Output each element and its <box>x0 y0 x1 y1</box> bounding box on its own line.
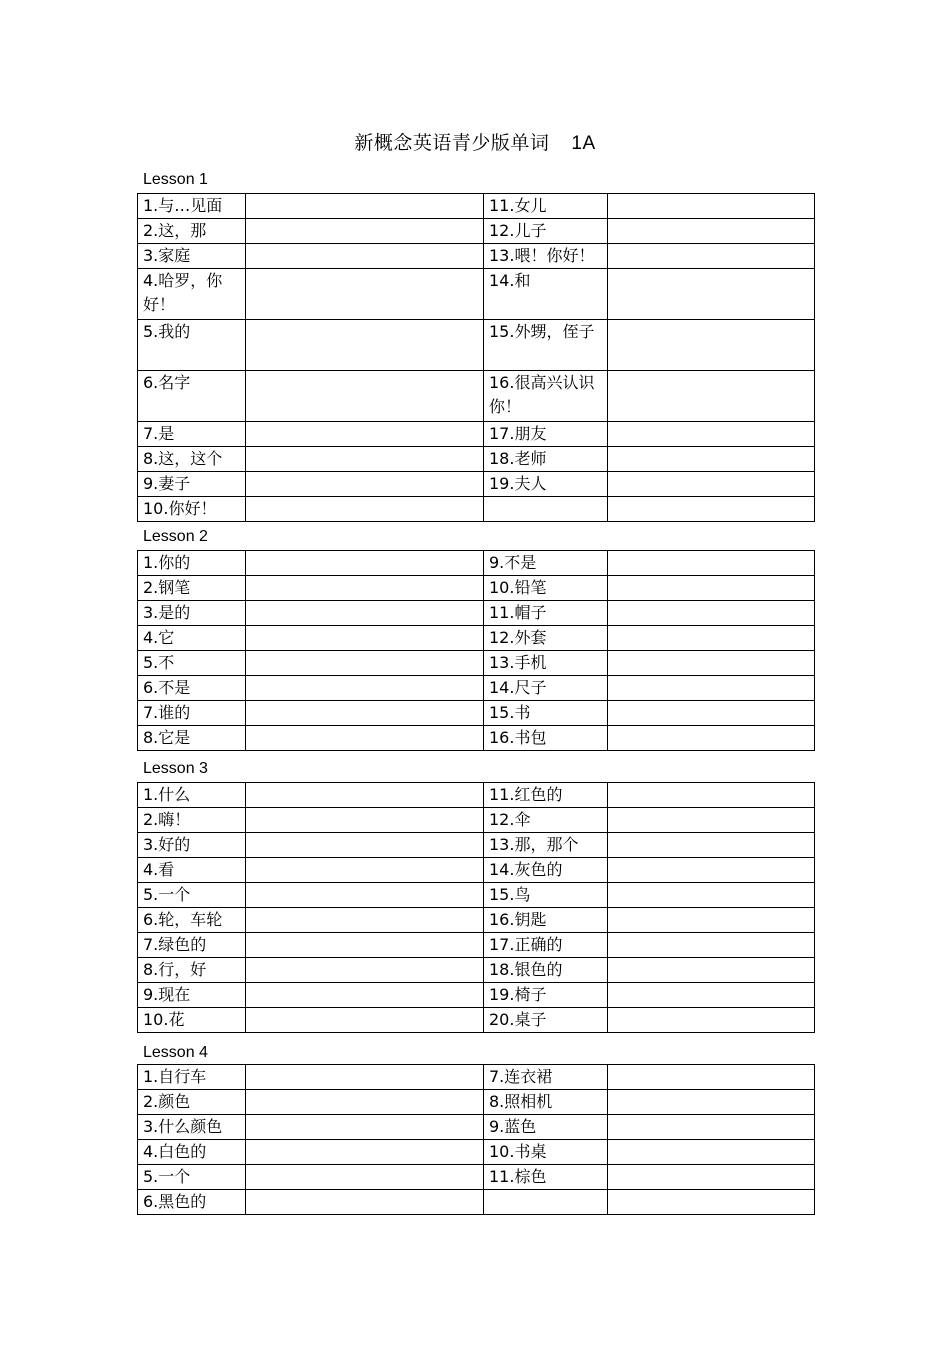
answer-cell[interactable] <box>246 1165 484 1190</box>
word-cue: 10.花 <box>138 1008 246 1033</box>
answer-cell[interactable] <box>608 1008 815 1033</box>
answer-cell[interactable] <box>246 626 484 651</box>
word-cue: 13.喂！你好！ <box>484 244 608 269</box>
word-cue: 16.书包 <box>484 726 608 751</box>
table-row <box>138 244 815 269</box>
word-cue: 4.它 <box>138 626 246 651</box>
answer-cell[interactable] <box>608 983 815 1008</box>
table-row <box>138 219 815 244</box>
word-cue: 17.朋友 <box>484 422 608 447</box>
lesson-1-label: Lesson 1 <box>143 171 208 188</box>
word-cue: 4.看 <box>138 858 246 883</box>
word-cue: 18.老师 <box>484 447 608 472</box>
answer-cell[interactable] <box>246 1190 484 1215</box>
answer-cell[interactable] <box>246 808 484 833</box>
answer-cell[interactable] <box>608 833 815 858</box>
title-text: 新概念英语青少版单词 <box>354 132 550 154</box>
answer-cell[interactable] <box>608 676 815 701</box>
table-row <box>138 269 815 320</box>
word-cue: 3.什么颜色 <box>138 1115 246 1140</box>
word-cue: 4.白色的 <box>138 1140 246 1165</box>
answer-cell[interactable] <box>608 194 815 219</box>
answer-cell[interactable] <box>246 1008 484 1033</box>
word-cue: 10.书桌 <box>484 1140 608 1165</box>
word-cue: 14.和 <box>484 269 608 320</box>
table-row <box>138 858 815 883</box>
lesson-1-table <box>137 193 815 522</box>
word-cue: 4.哈罗，你好！ <box>138 269 246 320</box>
word-cue: 6.轮，车轮 <box>138 908 246 933</box>
table-row <box>138 933 815 958</box>
answer-cell[interactable] <box>608 808 815 833</box>
table-row <box>138 983 815 1008</box>
answer-cell[interactable] <box>608 883 815 908</box>
answer-cell[interactable] <box>246 933 484 958</box>
answer-cell[interactable] <box>608 551 815 576</box>
answer-cell[interactable] <box>246 219 484 244</box>
table-row <box>138 676 815 701</box>
answer-cell[interactable] <box>246 701 484 726</box>
table-row <box>138 497 815 522</box>
answer-cell[interactable] <box>608 219 815 244</box>
word-cue: 7.谁的 <box>138 701 246 726</box>
answer-cell[interactable] <box>246 833 484 858</box>
answer-cell[interactable] <box>608 422 815 447</box>
word-cue: 11.帽子 <box>484 601 608 626</box>
word-cue: 16.很高兴认识你！ <box>484 371 608 422</box>
word-cue: 12.儿子 <box>484 219 608 244</box>
lesson-2-table <box>137 550 815 751</box>
answer-cell[interactable] <box>246 908 484 933</box>
table-row <box>138 833 815 858</box>
word-cue: 8.这，这个 <box>138 447 246 472</box>
word-cue: 9.不是 <box>484 551 608 576</box>
answer-cell[interactable] <box>608 269 815 320</box>
answer-cell[interactable] <box>608 783 815 808</box>
word-cue: 6.黑色的 <box>138 1190 246 1215</box>
word-cue: 8.它是 <box>138 726 246 751</box>
answer-cell[interactable] <box>246 783 484 808</box>
answer-cell[interactable] <box>246 958 484 983</box>
table-row <box>138 1165 815 1190</box>
word-cue: 7.绿色的 <box>138 933 246 958</box>
word-cue: 10.铅笔 <box>484 576 608 601</box>
answer-cell[interactable] <box>246 983 484 1008</box>
answer-cell[interactable] <box>608 933 815 958</box>
answer-cell[interactable] <box>608 858 815 883</box>
answer-cell[interactable] <box>246 601 484 626</box>
answer-cell[interactable] <box>246 1090 484 1115</box>
word-cue: 8.行，好 <box>138 958 246 983</box>
word-cue: 3.好的 <box>138 833 246 858</box>
answer-cell[interactable] <box>608 576 815 601</box>
word-cue: 14.尺子 <box>484 676 608 701</box>
table-row <box>138 320 815 371</box>
table-row <box>138 808 815 833</box>
table-row <box>138 1115 815 1140</box>
lesson-3-table <box>137 782 815 1033</box>
table-row <box>138 958 815 983</box>
word-cue: 2.嗨！ <box>138 808 246 833</box>
answer-cell[interactable] <box>608 958 815 983</box>
word-cue: 13.手机 <box>484 651 608 676</box>
answer-cell[interactable] <box>246 244 484 269</box>
lesson-2-label: Lesson 2 <box>143 528 208 545</box>
table-row <box>138 726 815 751</box>
answer-cell[interactable] <box>608 601 815 626</box>
answer-cell[interactable] <box>608 1140 815 1165</box>
table-row <box>138 472 815 497</box>
table-row <box>138 1065 815 1090</box>
word-cue: 10.你好！ <box>138 497 246 522</box>
answer-cell[interactable] <box>246 551 484 576</box>
word-cue: 15.书 <box>484 701 608 726</box>
word-cue: 15.外甥，侄子 <box>484 320 608 371</box>
table-row <box>138 194 815 219</box>
answer-cell[interactable] <box>608 371 815 422</box>
table-row <box>138 626 815 651</box>
answer-cell[interactable] <box>608 320 815 371</box>
title-code: 1A <box>571 133 596 154</box>
word-cue: 13.那，那个 <box>484 833 608 858</box>
word-cue: 12.外套 <box>484 626 608 651</box>
word-cue: 2.颜色 <box>138 1090 246 1115</box>
table-row <box>138 447 815 472</box>
answer-cell[interactable] <box>608 651 815 676</box>
word-cue: 14.灰色的 <box>484 858 608 883</box>
word-cue: 3.家庭 <box>138 244 246 269</box>
word-cue: 15.鸟 <box>484 883 608 908</box>
table-row <box>138 1008 815 1033</box>
word-cue: 2.这，那 <box>138 219 246 244</box>
word-cue: 3.是的 <box>138 601 246 626</box>
answer-cell[interactable] <box>246 269 484 320</box>
word-cue: 16.钥匙 <box>484 908 608 933</box>
answer-cell[interactable] <box>608 244 815 269</box>
answer-cell[interactable] <box>608 626 815 651</box>
table-row <box>138 651 815 676</box>
answer-cell[interactable] <box>608 1115 815 1140</box>
table-row <box>138 1090 815 1115</box>
answer-cell[interactable] <box>246 576 484 601</box>
word-cue: 7.连衣裙 <box>484 1065 608 1090</box>
answer-cell[interactable] <box>608 472 815 497</box>
word-cue: 18.银色的 <box>484 958 608 983</box>
word-cue: 19.椅子 <box>484 983 608 1008</box>
word-cue: 11.红色的 <box>484 783 608 808</box>
word-cue: 9.现在 <box>138 983 246 1008</box>
word-cue: 20.桌子 <box>484 1008 608 1033</box>
word-cue: 9.妻子 <box>138 472 246 497</box>
word-cue: 2.钢笔 <box>138 576 246 601</box>
word-cue: 6.不是 <box>138 676 246 701</box>
word-cue: 5.不 <box>138 651 246 676</box>
answer-cell[interactable] <box>608 1090 815 1115</box>
answer-cell[interactable] <box>608 1065 815 1090</box>
word-cue: 5.一个 <box>138 1165 246 1190</box>
answer-cell[interactable] <box>246 1115 484 1140</box>
answer-cell[interactable] <box>608 497 815 522</box>
table-row <box>138 1140 815 1165</box>
answer-cell[interactable] <box>246 1065 484 1090</box>
table-row <box>138 576 815 601</box>
answer-cell[interactable] <box>246 858 484 883</box>
answer-cell[interactable] <box>246 320 484 371</box>
table-row <box>138 883 815 908</box>
word-cue: 8.照相机 <box>484 1090 608 1115</box>
word-cue: 11.棕色 <box>484 1165 608 1190</box>
answer-cell[interactable] <box>608 447 815 472</box>
answer-cell[interactable] <box>246 371 484 422</box>
answer-cell[interactable] <box>608 726 815 751</box>
answer-cell[interactable] <box>246 1140 484 1165</box>
answer-cell[interactable] <box>246 651 484 676</box>
answer-cell[interactable] <box>608 908 815 933</box>
word-cue: 1.与…见面 <box>138 194 246 219</box>
word-cue <box>484 497 608 522</box>
answer-cell[interactable] <box>246 676 484 701</box>
word-cue: 1.你的 <box>138 551 246 576</box>
word-cue: 17.正确的 <box>484 933 608 958</box>
answer-cell[interactable] <box>246 472 484 497</box>
page-title <box>0 128 950 155</box>
word-cue: 1.自行车 <box>138 1065 246 1090</box>
lesson-4-label: Lesson 4 <box>143 1044 208 1061</box>
word-cue <box>484 1190 608 1215</box>
table-row <box>138 1190 815 1215</box>
answer-cell[interactable] <box>246 422 484 447</box>
table-row <box>138 908 815 933</box>
word-cue: 12.伞 <box>484 808 608 833</box>
table-row <box>138 371 815 422</box>
word-cue: 6.名字 <box>138 371 246 422</box>
word-cue: 11.女儿 <box>484 194 608 219</box>
answer-cell[interactable] <box>608 1165 815 1190</box>
table-row <box>138 601 815 626</box>
answer-cell[interactable] <box>608 701 815 726</box>
answer-cell[interactable] <box>246 194 484 219</box>
answer-cell[interactable] <box>246 497 484 522</box>
word-cue: 1.什么 <box>138 783 246 808</box>
answer-cell[interactable] <box>246 447 484 472</box>
word-cue: 9.蓝色 <box>484 1115 608 1140</box>
table-row <box>138 551 815 576</box>
lesson-4-table <box>137 1064 815 1215</box>
word-cue: 7.是 <box>138 422 246 447</box>
table-row <box>138 422 815 447</box>
answer-cell[interactable] <box>246 883 484 908</box>
word-cue: 5.一个 <box>138 883 246 908</box>
answer-cell[interactable] <box>246 726 484 751</box>
word-cue: 5.我的 <box>138 320 246 371</box>
lesson-3-label: Lesson 3 <box>143 760 208 777</box>
table-row <box>138 783 815 808</box>
table-row <box>138 701 815 726</box>
answer-cell[interactable] <box>608 1190 815 1215</box>
word-cue: 19.夫人 <box>484 472 608 497</box>
